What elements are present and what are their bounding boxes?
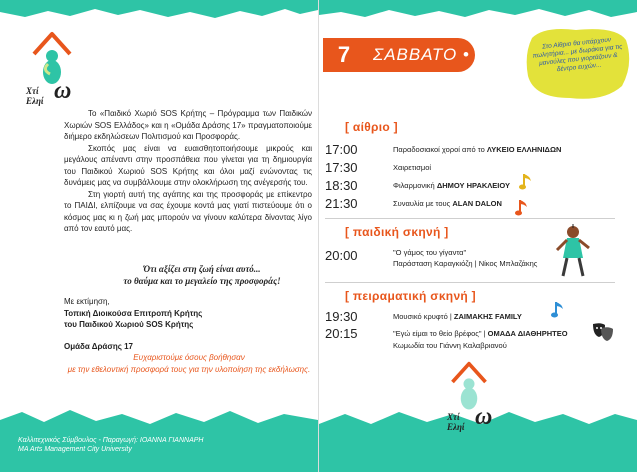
divider bbox=[325, 282, 615, 283]
shadow-puppet-icon bbox=[553, 224, 593, 280]
sign-line: Τοπική Διοικούσα Επιτροπή Κρήτης bbox=[64, 308, 203, 318]
event-text: Φιλαρμονική ΔΗΜΟΥ ΗΡΑΚΛΕΙΟΥ bbox=[393, 181, 510, 190]
event-time: 21:30 bbox=[325, 196, 358, 211]
thanks-line: Ευχαριστούμε όσους βοήθησαν bbox=[133, 353, 245, 362]
day-name-label: ΣΑΒΒΑΤΟ bbox=[373, 45, 458, 64]
logo-word-1: Χτί bbox=[26, 86, 39, 96]
dot-icon: • bbox=[457, 45, 470, 64]
section-title-experimental-stage: [ πειραματική σκηνή ] bbox=[345, 289, 476, 303]
credit-line: MA Arts Management City University bbox=[18, 446, 132, 453]
logo-word-2: Εληί bbox=[447, 422, 465, 432]
event-text: Παραδοσιακοί χοροί από το ΛΥΚΕΙΟ ΕΛΛΗΝΙΔΩΝ bbox=[393, 145, 562, 154]
thanks-text bbox=[64, 352, 314, 375]
torn-band-top bbox=[319, 0, 637, 22]
event-time: 20:00 bbox=[325, 248, 358, 263]
event-time: 20:15 bbox=[325, 326, 358, 341]
logo-word-2: Εληί bbox=[26, 96, 44, 106]
sign-line: του Παιδικού Χωριού SOS Κρήτης bbox=[64, 320, 194, 329]
section-title-kids-stage: [ παιδική σκηνή ] bbox=[345, 225, 449, 239]
note-text: Στο Αίθριο θα υπάρχουν πωλητήρια... με δωράκια για τις μανούλες που γιορτάζουν & δέντρο ευχών... bbox=[532, 36, 623, 74]
quote-line: Ότι αξίζει στη ζωή είναι αυτό... bbox=[143, 264, 261, 274]
music-note-icon bbox=[515, 198, 529, 218]
quote bbox=[92, 263, 312, 287]
day-name bbox=[365, 38, 475, 72]
right-page bbox=[319, 0, 637, 472]
divider bbox=[325, 218, 615, 219]
logo-letters: ω bbox=[54, 78, 72, 104]
event-text: "Ο γάμος του γίγαντα" bbox=[393, 248, 467, 257]
credit-line: Καλλιτεχνικός Σύμβουλος - Παραγωγή: ΙΟΑΝΝΑ ΓΙΑΝΝΑΡΗ bbox=[18, 437, 204, 444]
logo-word-1: Χτί bbox=[447, 412, 460, 422]
intro-paragraph: Στη γιορτή αυτή της αγάπης και της προσφοράς με επίκεντρο το ΠΑΙΔΙ, ελπίζουμε να σας έχουμε κοντά μας γιατί πιστεύουμε ότι ο κόσμος μας κι η ζωή μας μπορούν να γίνουν καλύτερα δίνοντας λίγο από τον εαυτό μας. bbox=[64, 189, 312, 233]
event-time: 17:00 bbox=[325, 142, 358, 157]
event-time: 19:30 bbox=[325, 309, 358, 324]
left-page bbox=[0, 0, 318, 472]
event-text: Μουσικό κρυφτό | ΖΑΙΜΑΚΗΣ FAMILY bbox=[393, 312, 522, 321]
event-time: 18:30 bbox=[325, 178, 358, 193]
credits bbox=[18, 436, 238, 454]
quote-line: το θαύμα και το μεγαλείο της προσφοράς! bbox=[123, 276, 281, 286]
day-number: 7 bbox=[323, 38, 365, 72]
section-title-atrium: [ αίθριο ] bbox=[345, 120, 398, 134]
event-subtext: Κωμωδία του Γιάννη Καλαβριανού bbox=[393, 341, 507, 350]
music-note-icon bbox=[519, 172, 533, 192]
theater-masks-icon bbox=[591, 322, 615, 342]
intro-paragraph: Σκοπός μας είναι να ευαισθητοποιήσουμε μικρούς και μεγάλους απέναντι στην προσπάθεια που γίνεται για τη δημιουργία του Παιδικού Χωριού SOS Κρήτης και όλοι μαζί ενώνοντας τις δυνάμεις μας να συμβάλλουμε στην ολοκλήρωση της ανέγερσής του. bbox=[64, 143, 312, 187]
sign-group: Ομάδα Δράσης 17 bbox=[64, 341, 133, 351]
signature-block bbox=[64, 296, 314, 352]
intro-text bbox=[64, 108, 312, 235]
logo-letters: ω bbox=[475, 404, 493, 430]
event-text: Χαιρετισμοί bbox=[393, 163, 432, 172]
event-text: "Εγώ είμαι το θείο βρέφος" | ΟΜΑΔΑ ΔΙΑΘΗΡΗΤΕΟ bbox=[393, 329, 568, 338]
music-note-icon bbox=[551, 300, 565, 320]
regards-text: Με εκτίμηση, bbox=[64, 297, 110, 306]
torn-band-top bbox=[0, 0, 318, 22]
event-time: 17:30 bbox=[325, 160, 358, 175]
event-text: Συναυλία με τους ALAN DALON bbox=[393, 199, 502, 208]
intro-paragraph: Το «Παιδικό Χωριό SOS Κρήτης – Πρόγραμμα των Παιδικών Χωριών SOS Ελλάδος» και η «Ομάδα Δράσης 17» πραγματοποιούμε διήμερο εκδηλώσεων Πολιτισμού και Προσφοράς. bbox=[64, 109, 312, 141]
thanks-line: με την εθελοντική προσφορά τους για την υλοποίηση της εκδήλωσης. bbox=[67, 364, 311, 374]
event-subtext: Παράσταση Καραγκιόζη | Νίκος Μπλαζάκης bbox=[393, 259, 538, 268]
